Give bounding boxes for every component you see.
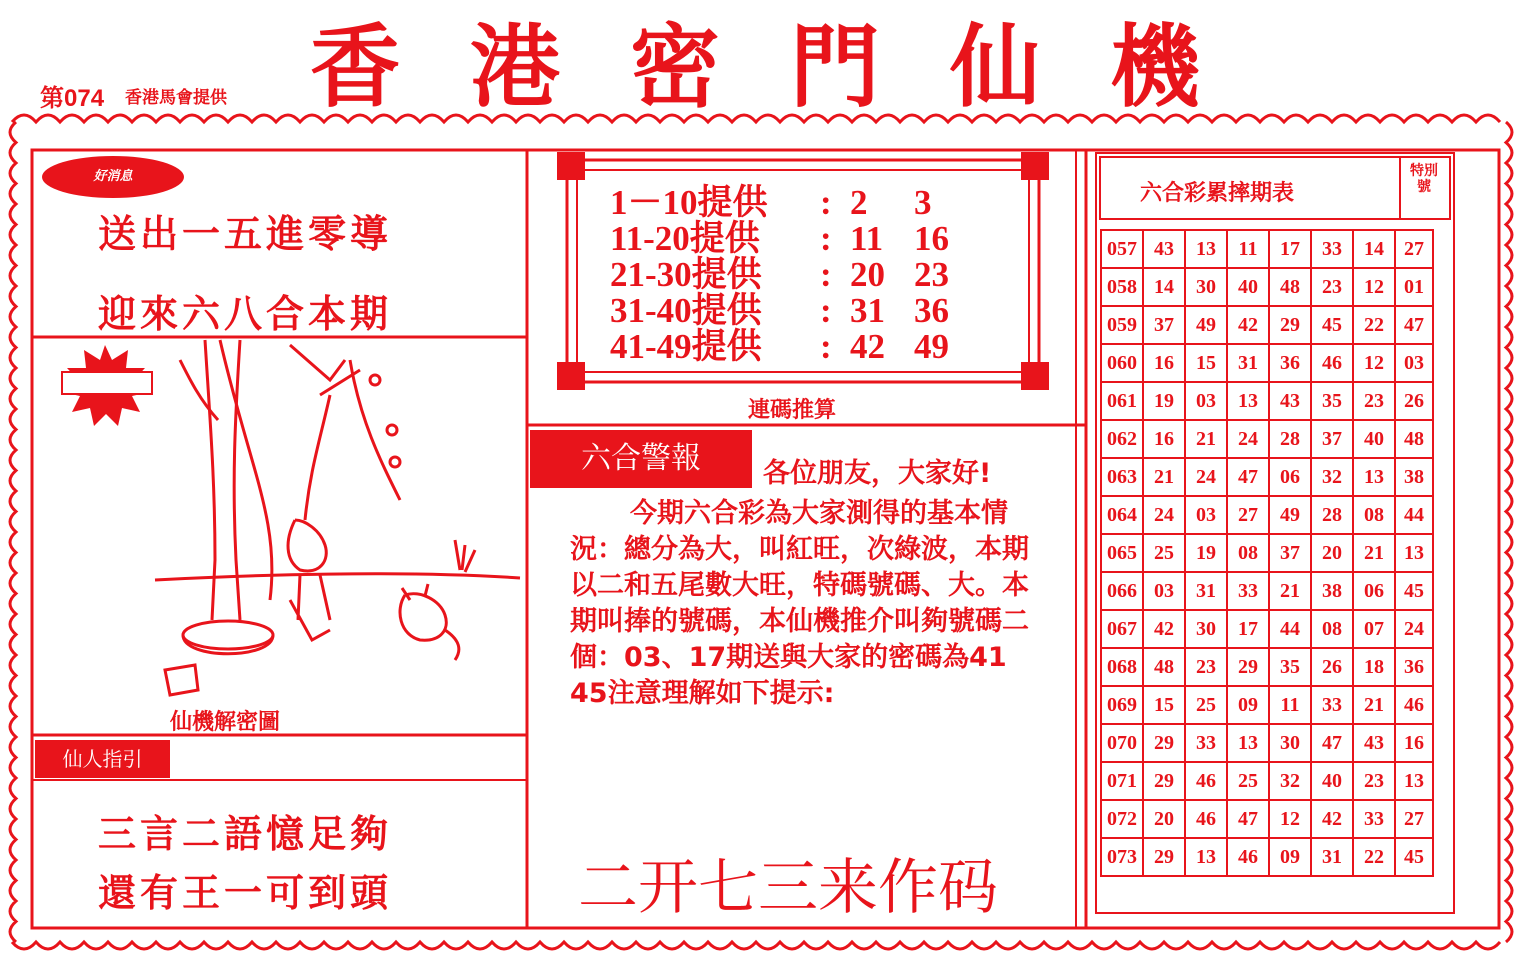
issue-cell: 062 <box>1101 420 1143 458</box>
poem-line-2: 還有王一可到頭 <box>98 871 393 915</box>
special-number-label: 特別號 <box>1410 163 1438 195</box>
number-cell: 16 <box>1143 420 1185 458</box>
number-cell: 09 <box>1227 686 1269 724</box>
table-row <box>1101 800 1433 838</box>
number-cell: 42 <box>1311 800 1353 838</box>
number-cell: 11 <box>1227 230 1269 268</box>
number-cell: 27 <box>1227 496 1269 534</box>
guide-label: 仙人指引 <box>35 740 170 778</box>
number-cell: 43 <box>1143 230 1185 268</box>
number-cell: 43 <box>1269 382 1311 420</box>
issue-cell: 059 <box>1101 306 1143 344</box>
number-cell: 22 <box>1353 306 1395 344</box>
number-cell: 43 <box>1353 724 1395 762</box>
alert-body: 今期六合彩為大家測得的基本情況：總分為大，叫紅旺，次綠波，本期以二和五尾數大旺，特碼號碼、大。本期叫捧的號碼，本仙機推介叫夠號碼二個：03、17期送與大家的密碼為41 45注意理解如下提示: <box>570 498 1029 709</box>
number-cell: 13 <box>1353 458 1395 496</box>
number-cell: 23 <box>1311 268 1353 306</box>
issue-number: 第074 <box>40 85 105 112</box>
number-cell: 40 <box>1311 762 1353 800</box>
number-cell: 21 <box>1353 534 1395 572</box>
table-row <box>1101 724 1433 762</box>
issue-cell: 058 <box>1101 268 1143 306</box>
number-cell: 29 <box>1143 762 1185 800</box>
alert-label: 六合警報 <box>530 430 752 488</box>
burst-badge <box>62 345 152 426</box>
number-cell: 22 <box>1353 838 1395 876</box>
provide-list <box>610 185 949 365</box>
number-cell: 46 <box>1227 838 1269 876</box>
number-cell: 23 <box>1353 382 1395 420</box>
number-cell: 30 <box>1185 610 1227 648</box>
number-cell: 13 <box>1227 724 1269 762</box>
good-news-badge: 好消息 <box>42 156 184 198</box>
table-row <box>1101 268 1433 306</box>
special-number-cell: 27 <box>1395 800 1433 838</box>
provide-caption: 連碼推算 <box>748 398 837 423</box>
number-cell: 14 <box>1353 230 1395 268</box>
number-cell: 31 <box>1227 344 1269 382</box>
issue-cell: 071 <box>1101 762 1143 800</box>
headline-line-1: 送出一五進零導 <box>98 212 393 256</box>
number-cell: 29 <box>1143 724 1185 762</box>
issue-cell: 061 <box>1101 382 1143 420</box>
number-cell: 03 <box>1185 382 1227 420</box>
table-row <box>1101 762 1433 800</box>
special-number-cell: 01 <box>1395 268 1433 306</box>
number-cell: 48 <box>1143 648 1185 686</box>
number-cell: 47 <box>1311 724 1353 762</box>
special-number-cell: 45 <box>1395 838 1433 876</box>
number-cell: 35 <box>1311 382 1353 420</box>
number-cell: 12 <box>1269 800 1311 838</box>
number-cell: 15 <box>1185 344 1227 382</box>
number-cell: 37 <box>1269 534 1311 572</box>
number-cell: 36 <box>1269 344 1311 382</box>
number-cell: 42 <box>1143 610 1185 648</box>
issue-cell: 067 <box>1101 610 1143 648</box>
issue-cell: 060 <box>1101 344 1143 382</box>
number-cell: 26 <box>1311 648 1353 686</box>
issue-cell: 068 <box>1101 648 1143 686</box>
number-cell: 42 <box>1227 306 1269 344</box>
number-cell: 25 <box>1227 762 1269 800</box>
issue-cell: 057 <box>1101 230 1143 268</box>
number-cell: 08 <box>1227 534 1269 572</box>
page-title: 香港密門仙機 <box>310 15 1270 120</box>
table-row <box>1101 648 1433 686</box>
special-number-cell: 36 <box>1395 648 1433 686</box>
number-cell: 31 <box>1185 572 1227 610</box>
number-cell: 33 <box>1311 686 1353 724</box>
number-cell: 46 <box>1311 344 1353 382</box>
number-cell: 32 <box>1311 458 1353 496</box>
number-cell: 13 <box>1227 382 1269 420</box>
number-cell: 44 <box>1269 610 1311 648</box>
number-cell: 21 <box>1143 458 1185 496</box>
number-cell: 12 <box>1353 268 1395 306</box>
provider-label: 香港馬會提供 <box>125 88 227 108</box>
number-cell: 24 <box>1143 496 1185 534</box>
table-row <box>1101 458 1433 496</box>
number-cell: 23 <box>1185 648 1227 686</box>
number-cell: 28 <box>1311 496 1353 534</box>
number-cell: 11 <box>1269 686 1311 724</box>
special-number-cell: 03 <box>1395 344 1433 382</box>
number-cell: 07 <box>1353 610 1395 648</box>
special-number-cell: 47 <box>1395 306 1433 344</box>
number-cell: 29 <box>1227 648 1269 686</box>
number-cell: 14 <box>1143 268 1185 306</box>
number-cell: 48 <box>1269 268 1311 306</box>
table-row <box>1101 382 1433 420</box>
poem-line-1: 三言二語憶足夠 <box>98 812 393 856</box>
number-cell: 06 <box>1269 458 1311 496</box>
issue-cell: 066 <box>1101 572 1143 610</box>
number-cell: 33 <box>1227 572 1269 610</box>
number-cell: 12 <box>1353 344 1395 382</box>
number-cell: 20 <box>1143 800 1185 838</box>
number-cell: 33 <box>1185 724 1227 762</box>
issue-cell: 073 <box>1101 838 1143 876</box>
issue-cell: 063 <box>1101 458 1143 496</box>
number-cell: 49 <box>1185 306 1227 344</box>
number-cell: 25 <box>1185 686 1227 724</box>
number-cell: 03 <box>1143 572 1185 610</box>
number-cell: 47 <box>1227 800 1269 838</box>
issue-cell: 072 <box>1101 800 1143 838</box>
alert-greeting: 各位朋友，大家好! <box>763 458 992 489</box>
table-row <box>1101 838 1433 876</box>
headline-line-2: 迎來六八合本期 <box>98 292 393 336</box>
number-cell: 37 <box>1143 306 1185 344</box>
number-cell: 29 <box>1269 306 1311 344</box>
number-cell: 21 <box>1269 572 1311 610</box>
special-number-cell: 13 <box>1395 762 1433 800</box>
special-number-cell: 26 <box>1395 382 1433 420</box>
special-number-cell: 45 <box>1395 572 1433 610</box>
special-number-cell: 13 <box>1395 534 1433 572</box>
table-row <box>1101 610 1433 648</box>
number-cell: 40 <box>1227 268 1269 306</box>
provide-row: 1－10提供 : 2 3 <box>610 183 932 222</box>
number-cell: 03 <box>1185 496 1227 534</box>
number-cell: 08 <box>1311 610 1353 648</box>
special-number-cell: 16 <box>1395 724 1433 762</box>
issue-cell: 065 <box>1101 534 1143 572</box>
number-cell: 13 <box>1185 838 1227 876</box>
special-number-cell: 44 <box>1395 496 1433 534</box>
number-cell: 37 <box>1311 420 1353 458</box>
number-cell: 15 <box>1143 686 1185 724</box>
special-number-cell: 27 <box>1395 230 1433 268</box>
number-cell: 31 <box>1311 838 1353 876</box>
table-row <box>1101 496 1433 534</box>
number-cell: 23 <box>1353 762 1395 800</box>
history-table <box>1100 229 1434 877</box>
table-row <box>1101 572 1433 610</box>
number-cell: 16 <box>1143 344 1185 382</box>
issue-cell: 069 <box>1101 686 1143 724</box>
issue-cell: 070 <box>1101 724 1143 762</box>
number-cell: 18 <box>1353 648 1395 686</box>
number-cell: 06 <box>1353 572 1395 610</box>
number-cell: 30 <box>1185 268 1227 306</box>
provide-row: 11-20提供 : 11 16 <box>610 219 949 258</box>
number-cell: 13 <box>1185 230 1227 268</box>
number-cell: 29 <box>1143 838 1185 876</box>
special-number-cell: 46 <box>1395 686 1433 724</box>
secret-picture <box>155 340 520 695</box>
number-cell: 09 <box>1269 838 1311 876</box>
number-cell: 17 <box>1227 610 1269 648</box>
number-cell: 20 <box>1311 534 1353 572</box>
table-row <box>1101 686 1433 724</box>
number-cell: 21 <box>1185 420 1227 458</box>
number-cell: 35 <box>1269 648 1311 686</box>
table-row <box>1101 534 1433 572</box>
picture-caption: 仙機解密圖 <box>170 710 281 735</box>
number-cell: 49 <box>1269 496 1311 534</box>
provide-row: 21-30提供 : 20 23 <box>610 255 949 294</box>
number-cell: 24 <box>1185 458 1227 496</box>
number-cell: 17 <box>1269 230 1311 268</box>
number-cell: 46 <box>1185 762 1227 800</box>
issue-cell: 064 <box>1101 496 1143 534</box>
number-cell: 19 <box>1185 534 1227 572</box>
number-cell: 40 <box>1353 420 1395 458</box>
number-cell: 21 <box>1353 686 1395 724</box>
table-row <box>1101 306 1433 344</box>
number-cell: 33 <box>1353 800 1395 838</box>
number-cell: 33 <box>1311 230 1353 268</box>
number-cell: 19 <box>1143 382 1185 420</box>
table-row <box>1101 420 1433 458</box>
number-cell: 32 <box>1269 762 1311 800</box>
number-cell: 30 <box>1269 724 1311 762</box>
number-cell: 28 <box>1269 420 1311 458</box>
number-cell: 25 <box>1143 534 1185 572</box>
history-title: 六合彩累摔期表 <box>1140 181 1295 206</box>
table-row <box>1101 230 1433 268</box>
number-cell: 46 <box>1185 800 1227 838</box>
alert-slogan: 二开七三来作码 <box>578 853 998 923</box>
provide-row: 31-40提供 : 31 36 <box>610 291 949 330</box>
number-cell: 47 <box>1227 458 1269 496</box>
special-number-cell: 38 <box>1395 458 1433 496</box>
special-number-cell: 48 <box>1395 420 1433 458</box>
number-cell: 45 <box>1311 306 1353 344</box>
provide-row: 41-49提供 : 42 49 <box>610 327 949 366</box>
number-cell: 08 <box>1353 496 1395 534</box>
special-number-cell: 24 <box>1395 610 1433 648</box>
number-cell: 24 <box>1227 420 1269 458</box>
table-row <box>1101 344 1433 382</box>
number-cell: 38 <box>1311 572 1353 610</box>
